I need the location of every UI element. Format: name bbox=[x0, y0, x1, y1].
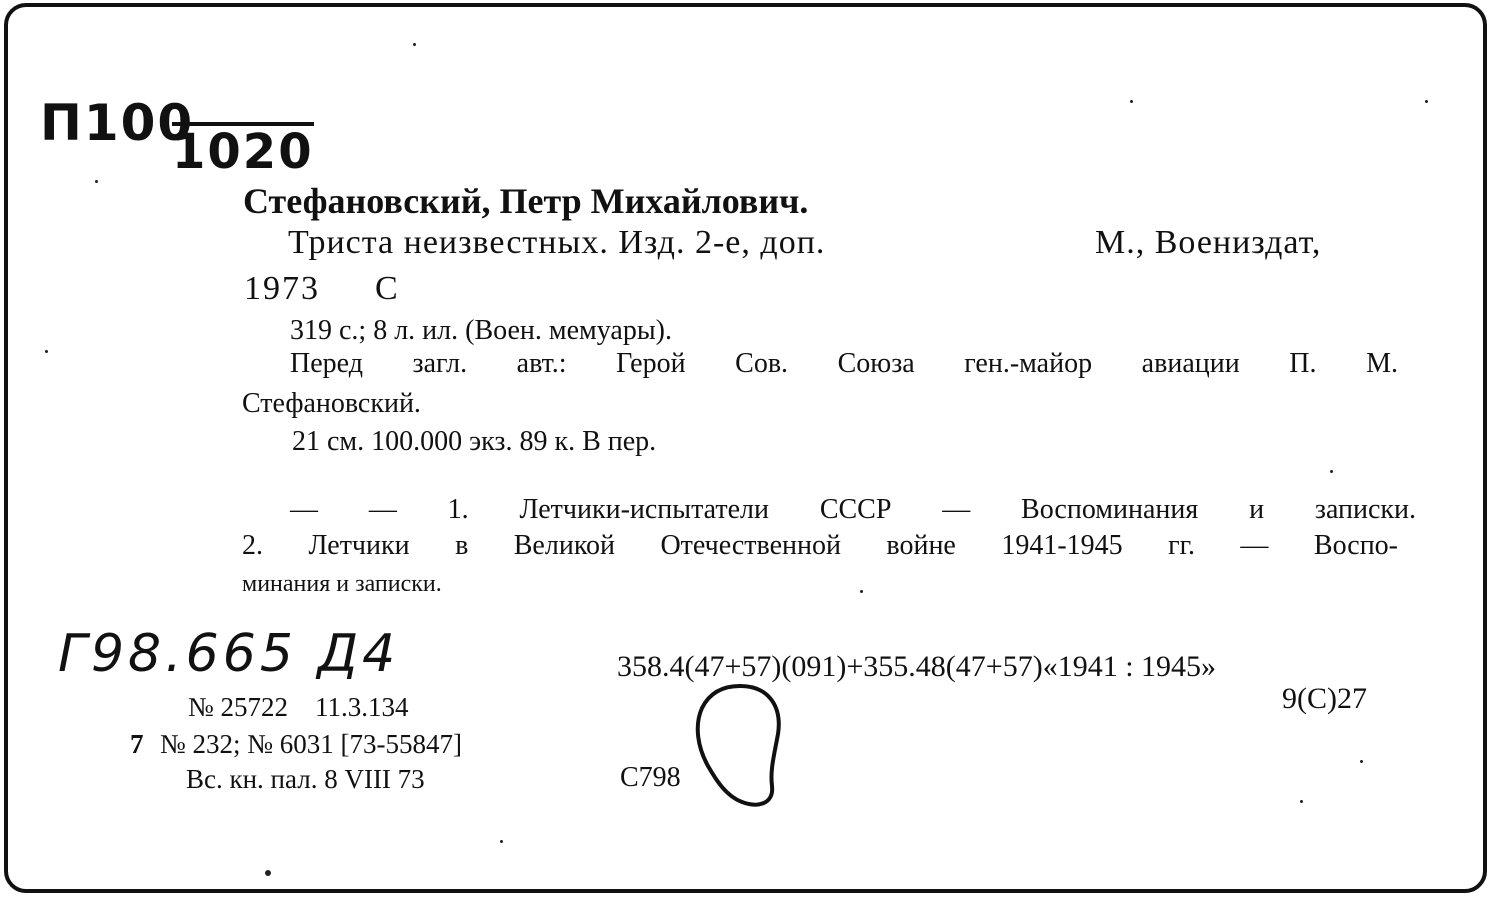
udc-index: 358.4(47+57)(091)+355.48(47+57)«1941 : 1945» bbox=[617, 650, 1217, 683]
physical-description: 21 см. 100.000 экз. 89 к. В пер. bbox=[292, 426, 657, 457]
pagination-line: 319 с.; 8 л. ил. (Воен. мемуары). bbox=[290, 315, 672, 346]
author-mark: С798 bbox=[620, 762, 681, 793]
speck bbox=[1360, 760, 1363, 763]
speck bbox=[1425, 100, 1428, 103]
subject-line-1: — — 1. Летчики-испытатели СССР — Воспоминания и записки. bbox=[290, 494, 1416, 525]
year-mark: С bbox=[375, 270, 398, 307]
punch-hole-icon bbox=[690, 676, 790, 812]
speck bbox=[1130, 100, 1133, 103]
handwritten-shelf-mark: П100 bbox=[40, 94, 195, 152]
publication-year: 1973 bbox=[244, 270, 320, 307]
registry-line-2-prefix: 7 bbox=[130, 729, 144, 759]
title-statement: Триста неизвестных. Изд. 2-е, доп. bbox=[288, 224, 826, 261]
speck bbox=[413, 43, 416, 46]
statement-line: Перед загл. авт.: Герой Сов. Союза ген.-майор авиации П. М. bbox=[290, 348, 1398, 379]
speck bbox=[265, 870, 271, 876]
subject-line-3: минания и записки. bbox=[242, 571, 442, 597]
speck bbox=[1300, 800, 1303, 803]
publisher: М., Воениздат, bbox=[1095, 224, 1322, 261]
registry-line-3: Вс. кн. пал. 8 VIII 73 bbox=[186, 764, 425, 794]
handwritten-shelf-number: 1020 bbox=[172, 124, 314, 180]
registry-line-2: № 232; № 6031 [73-55847] bbox=[160, 729, 462, 759]
speck bbox=[500, 840, 503, 843]
speck bbox=[95, 180, 98, 183]
statement-line-cont: Стефановский. bbox=[242, 388, 421, 419]
speck bbox=[860, 590, 863, 593]
author-heading: Стефановский, Петр Михайлович. bbox=[243, 181, 809, 221]
handwritten-class-code: Г98.665 Д4 bbox=[58, 624, 400, 684]
subject-line-2: 2. Летчики в Великой Отечественной войне 1941-1945 гг. — Воспо- bbox=[242, 530, 1398, 561]
registry-line-1: № 25722 11.3.134 bbox=[188, 692, 409, 722]
bbk-index: 9(С)27 bbox=[1282, 682, 1367, 715]
speck bbox=[1330, 470, 1333, 473]
speck bbox=[45, 350, 48, 353]
